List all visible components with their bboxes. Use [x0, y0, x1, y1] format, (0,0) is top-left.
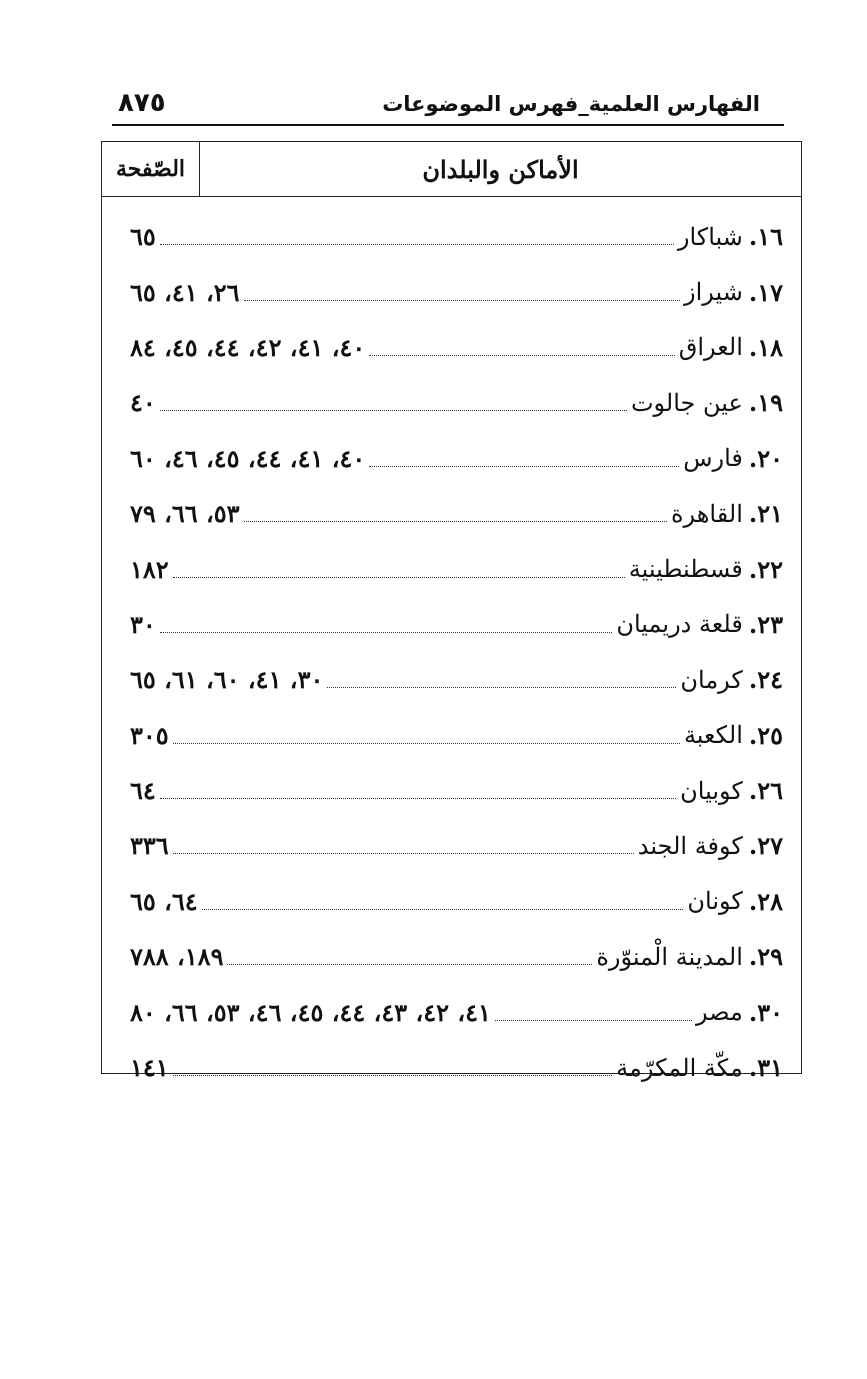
page-references: ٣٠٥	[130, 720, 169, 750]
table-header	[102, 142, 801, 197]
table-title: الأماكن والبلدان	[422, 154, 579, 184]
place-name: المدينة الْمنوّرة	[596, 942, 743, 971]
entry-number: ٢٨.	[748, 886, 783, 916]
page-references: ٣٣٦	[130, 831, 169, 861]
leader-dots	[369, 466, 679, 467]
place-name: القاهرة	[670, 499, 743, 528]
page-references: ٤٠، ٤١، ٤٤، ٤٥، ٤٦، ٦٠	[130, 443, 366, 473]
index-entries	[102, 209, 801, 1095]
entry-number: ١٧.	[748, 277, 783, 307]
leader-dots	[495, 1020, 692, 1021]
leader-dots	[327, 687, 676, 688]
page-references: ٢٦، ٤١، ٦٥	[130, 277, 240, 307]
page-references: ٤٠	[130, 388, 156, 418]
index-entry	[102, 652, 801, 707]
leader-dots	[244, 521, 667, 522]
place-name: قسطنطينية	[628, 555, 743, 584]
index-entry	[102, 209, 801, 264]
index-entry	[102, 763, 801, 818]
entry-number: ٢٧.	[748, 831, 783, 861]
leader-dots	[244, 300, 680, 301]
index-entry	[102, 708, 801, 763]
place-name: قلعة دريميان	[616, 610, 743, 639]
entry-number: ٢٢.	[748, 554, 783, 584]
leader-dots	[160, 244, 674, 245]
index-entry	[102, 375, 801, 430]
index-entry	[102, 1040, 801, 1095]
entry-number: ١٩.	[748, 388, 783, 418]
leader-dots	[160, 410, 627, 411]
page-references: ٦٥	[130, 222, 156, 252]
place-name: شيراز	[684, 278, 743, 307]
leader-dots	[160, 798, 676, 799]
entry-number: ٢٩.	[748, 942, 783, 972]
running-header	[112, 88, 784, 126]
place-name: العراق	[678, 333, 743, 362]
page-references: ٦٤	[130, 776, 156, 806]
place-name: فارس	[683, 444, 743, 473]
entry-number: ٣١.	[748, 1053, 783, 1083]
index-entry	[102, 431, 801, 486]
entry-number: ٢٠.	[748, 443, 783, 473]
index-entry	[102, 597, 801, 652]
page-column-header: الصّفحة	[102, 142, 200, 196]
index-entry	[102, 929, 801, 984]
page-references: ٦٤، ٦٥	[130, 886, 198, 916]
page-references: ٤١، ٤٢، ٤٣، ٤٤، ٤٥، ٤٦، ٥٣، ٦٦، ٨٠	[130, 997, 491, 1027]
place-name: الكعبة	[683, 721, 743, 750]
index-entry	[102, 818, 801, 873]
index-entry	[102, 984, 801, 1039]
place-name: كرمان	[680, 665, 743, 694]
place-name: عين جالوت	[630, 388, 743, 417]
index-entry	[102, 874, 801, 929]
index-entry	[102, 264, 801, 319]
entry-number: ٢٥.	[748, 720, 783, 750]
index-entry	[102, 320, 801, 375]
leader-dots	[202, 909, 684, 910]
index-entry	[102, 486, 801, 541]
leader-dots	[173, 853, 634, 854]
header-title: الفهارس العلمية_فهرس الموضوعات	[382, 92, 760, 116]
place-name: مصر	[695, 998, 743, 1027]
place-name: كوفة الجند	[637, 831, 743, 860]
entry-number: ٢٣.	[748, 609, 783, 639]
page-references: ٣٠، ٤١، ٦٠، ٦١، ٦٥	[130, 665, 324, 695]
entry-number: ١٨.	[748, 332, 783, 362]
leader-dots	[369, 355, 675, 356]
places-index-table	[101, 141, 802, 1083]
entry-number: ١٦.	[748, 222, 783, 252]
leader-dots	[227, 964, 592, 965]
entry-number: ٣٠.	[748, 997, 783, 1027]
page-references: ٣٠	[130, 609, 156, 639]
page-references: ٥٣، ٦٦، ٧٩	[130, 499, 240, 529]
page-number: ٨٧٥	[118, 88, 166, 118]
entry-number: ٢٦.	[748, 776, 783, 806]
place-name: شباكار	[677, 222, 743, 251]
page-references: ١٨٢	[130, 554, 169, 584]
leader-dots	[173, 1075, 613, 1076]
place-name: مكّة المكرّمة	[616, 1053, 743, 1082]
leader-dots	[173, 743, 680, 744]
page-references: ١٤١	[130, 1053, 169, 1083]
place-name: كونان	[687, 887, 743, 916]
leader-dots	[160, 632, 613, 633]
leader-dots	[173, 577, 625, 578]
page-references: ٤٠، ٤١، ٤٢، ٤٤، ٤٥، ٨٤	[130, 332, 366, 362]
entry-number: ٢١.	[748, 499, 783, 529]
entry-number: ٢٤.	[748, 665, 783, 695]
place-name: كوبيان	[680, 776, 743, 805]
index-entry	[102, 541, 801, 596]
page-references: ١٨٩، ٧٨٨	[130, 942, 224, 972]
